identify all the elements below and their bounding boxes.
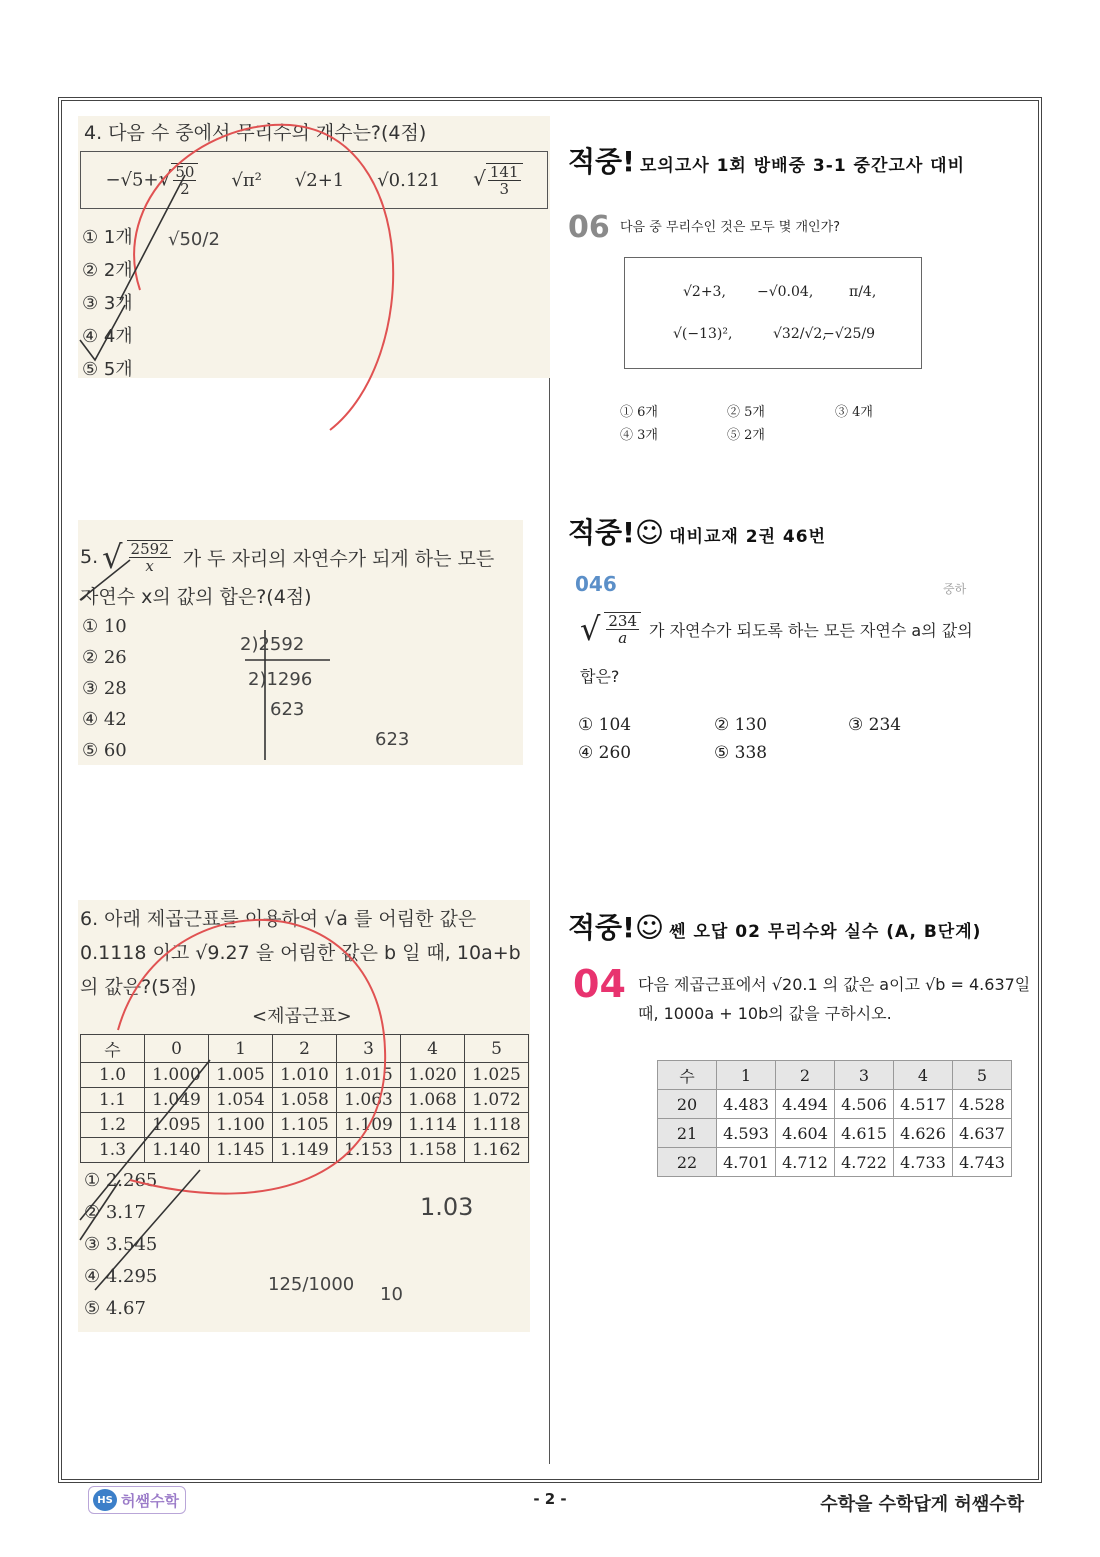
question-046-line-2: 합은? [580, 667, 620, 686]
question-06-number: 06 [568, 210, 610, 245]
handwriting-note: 2)1296 [248, 669, 313, 690]
q6-choice-2: ② 3.17 [84, 1202, 146, 1223]
handwriting-note: 125/1000 [268, 1274, 355, 1295]
hit-banner-3: 적중!☺ 쎈 오답 02 무리수와 실수 (A, B단계) [568, 911, 982, 944]
q046-choice-4: ④ 260 [578, 743, 632, 763]
table-row: 22 4.701 4.712 4.722 4.733 4.743 [658, 1148, 1012, 1177]
q4-choice-1: ① 1개 [82, 227, 133, 248]
question-4-scan [78, 116, 550, 378]
expr-term-a: −√5+√ $\frac{50}{2}$ [105, 163, 198, 198]
expr-term-b: √π² [231, 169, 262, 191]
q6-choice-1: ① 2.265 [84, 1170, 158, 1191]
question-04-line-2: 때, 1000a + 10b의 값을 구하시오. [638, 1004, 892, 1023]
q5-choice-1: ① 10 [82, 616, 127, 637]
q046-choice-1: ① 104 [578, 715, 632, 735]
q06-choice-1: ① 6개 [620, 405, 658, 420]
q6-choice-4: ④ 4.295 [84, 1266, 158, 1287]
sqrt-table-left [80, 1034, 529, 1163]
table-row: 1.2 1.095 1.100 1.105 1.109 1.114 1.118 [81, 1113, 529, 1138]
question-046-line-1: √ $\frac{234}{a}$ 가 자연수가 되도록 하는 모든 자연수 a의 값의 [580, 610, 973, 648]
sqrt-table-title: <제곱근표> [252, 1006, 352, 1027]
table-header-row: 수 0 1 2 3 4 5 [81, 1035, 529, 1063]
q4-choice-5: ⑤ 5개 [82, 359, 133, 380]
q4-choice-3: ③ 3개 [82, 293, 133, 314]
logo-text: 허쌤수학 [121, 1491, 179, 1510]
q5-choice-2: ② 26 [82, 647, 127, 668]
handwriting-note: 2)2592 [240, 634, 305, 655]
q5-choice-4: ④ 42 [82, 709, 127, 730]
hit-banner-1: 적중! 모의고사 1회 방배중 3-1 중간고사 대비 [568, 145, 966, 178]
table-row: 1.0 1.000 1.005 1.010 1.015 1.020 1.025 [81, 1063, 529, 1088]
q06-choice-2: ② 5개 [727, 405, 765, 420]
q6-choice-5: ⑤ 4.67 [84, 1298, 146, 1319]
page-number: - 2 - [533, 1490, 567, 1508]
q06-choice-3: ③ 4개 [835, 405, 873, 420]
q6-choice-3: ③ 3.545 [84, 1234, 158, 1255]
question-5-line-1: 5. √ $\frac{2592}{x}$ 가 두 자리의 자연수가 되게 하는 모든 [80, 538, 495, 576]
handwriting-note: √50/2 [168, 229, 220, 250]
q4-choice-2: ② 2개 [82, 260, 133, 281]
question-046-code: 046 [575, 572, 617, 596]
expr-term-d: √0.121 [377, 169, 441, 191]
question-6-line-1: 6. 아래 제곱근표를 이용하여 √a 를 어림한 값은 [80, 908, 477, 930]
q06-choice-4: ④ 3개 [620, 428, 658, 443]
handwriting-note: 10 [380, 1284, 403, 1305]
sqrt-table-right [657, 1060, 1012, 1177]
expr-term-e: √ $\frac{141}{3}$ [473, 163, 522, 198]
q4-choice-4: ④ 4개 [82, 326, 133, 347]
question-4-expression-box [80, 151, 548, 209]
q06-choice-5: ⑤ 2개 [727, 428, 765, 443]
handwriting-note: 623 [270, 699, 305, 720]
logo-icon: HS [93, 1489, 117, 1511]
footer-slogan: 수학을 수학답게 허쌤수학 [820, 1494, 1024, 1515]
q5-choice-3: ③ 28 [82, 678, 127, 699]
q5-choice-5: ⑤ 60 [82, 740, 127, 761]
question-06-text: 다음 중 무리수인 것은 모두 몇 개인가? [620, 220, 841, 235]
handwriting-note: 1.03 [420, 1193, 474, 1221]
question-5-line-2: 자연수 x의 값의 합은?(4점) [80, 586, 312, 608]
question-4-title: 4. 다음 수 중에서 무리수의 개수는?(4점) [84, 122, 427, 144]
question-06-expression-box: √2+3, −√0.04, π/4, √(−13)², √32/√2, −√25/9 [624, 257, 922, 369]
table-row: 1.1 1.049 1.054 1.058 1.063 1.068 1.072 [81, 1088, 529, 1113]
table-row: 20 4.483 4.494 4.506 4.517 4.528 [658, 1090, 1012, 1119]
table-header-row: 수 1 2 3 4 5 [658, 1061, 1012, 1090]
hit-banner-2: 적중!☺ 대비교재 2권 46번 [568, 516, 827, 549]
q046-choice-2: ② 130 [714, 715, 768, 735]
difficulty-label: 중하 [943, 582, 967, 596]
question-04-number: 04 [573, 962, 626, 1006]
brand-logo [88, 1486, 186, 1514]
question-6-line-2: 0.1118 이고 √9.27 을 어림한 값은 b 일 때, 10a+b [80, 942, 521, 964]
table-row: 1.3 1.140 1.145 1.149 1.153 1.158 1.162 [81, 1138, 529, 1163]
question-6-scan [78, 900, 530, 1332]
question-6-line-3: 의 값은?(5점) [80, 976, 197, 998]
handwriting-note: 623 [375, 729, 410, 750]
question-5-scan [78, 520, 523, 765]
q046-choice-3: ③ 234 [848, 715, 902, 735]
question-04-line-1: 다음 제곱근표에서 √20.1 의 값은 a이고 √b = 4.637일 [638, 975, 1031, 994]
expr-term-c: √2+1 [294, 169, 345, 191]
table-row: 21 4.593 4.604 4.615 4.626 4.637 [658, 1119, 1012, 1148]
q046-choice-5: ⑤ 338 [714, 743, 768, 763]
